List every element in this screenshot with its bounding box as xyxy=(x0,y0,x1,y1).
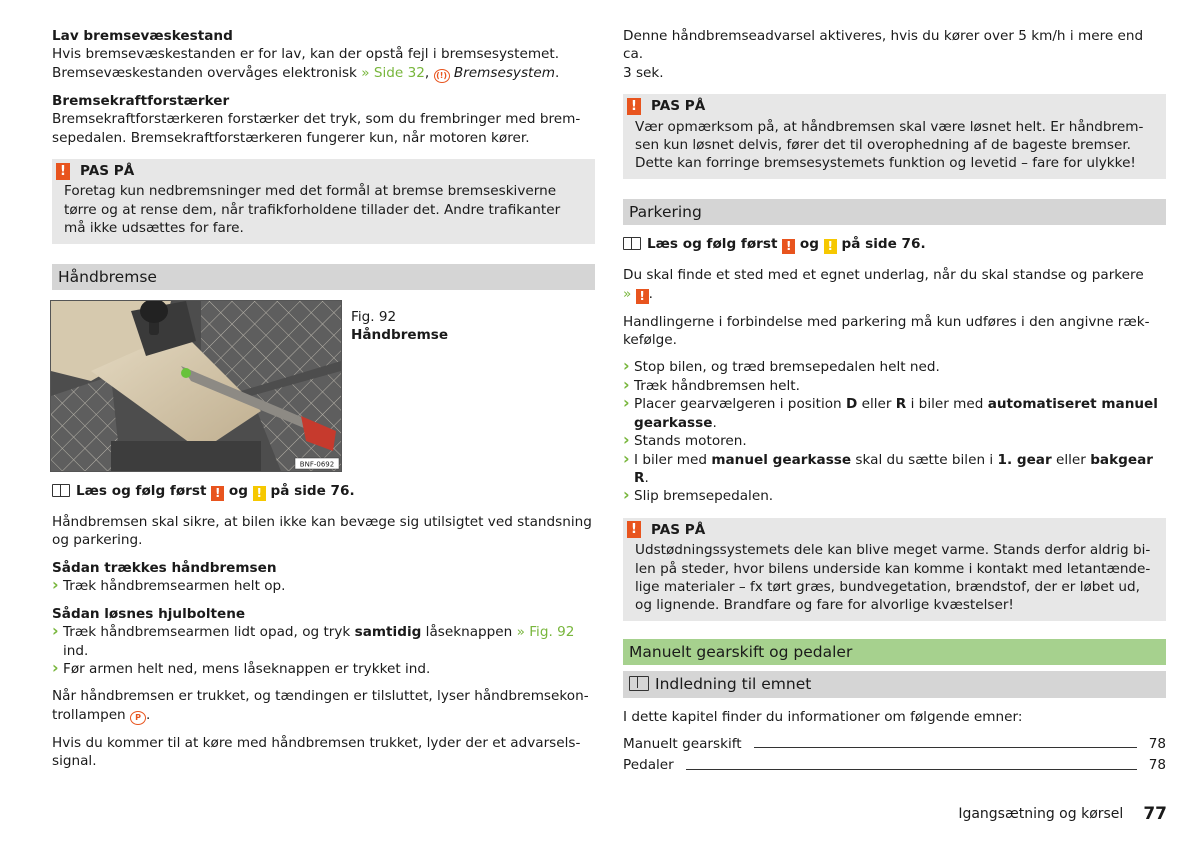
footer-section: Igangsætning og kørsel xyxy=(958,806,1124,822)
brake-fluid-text-1: Hvis bremsevæskestanden er for lav, kan der opstå fejl i bremsesystemet. xyxy=(52,46,560,63)
warning-title: PAS PÅ xyxy=(651,521,706,538)
list-item: › Placer gearvælgeren i position D eller R i biler med automatiseret manuel gearkasse. xyxy=(623,395,1166,432)
section-header-parking: Parkering xyxy=(623,199,1166,225)
warning-text: Dette kan forringe bremsesystemets funktion og levetid – fare for ulykke! xyxy=(635,155,1136,172)
order-text-2: kefølge. xyxy=(623,332,677,349)
exclamation-warning-icon: ! xyxy=(636,289,649,304)
warning-box-2 xyxy=(623,94,1166,179)
toc-label: Manuelt gearskift xyxy=(623,735,742,752)
intro-text: I dette kapitel finder du informationer om følgende emner: xyxy=(623,708,1023,725)
warning-text: og lignende. Brandfare og fare for alvorlige kvæstelser! xyxy=(635,597,1014,614)
figure-title: Håndbremse xyxy=(351,327,449,344)
read-first-note: Læs og følg først ! og ! på side 76. xyxy=(52,482,595,501)
lamp-text-2: trollampen P . xyxy=(52,706,151,723)
warning-title: PAS PÅ xyxy=(80,163,135,180)
figure-92 xyxy=(50,300,595,472)
warning-text: tørre og at rense dem, når trafikforholdene tillader det. Andre trafikanter xyxy=(64,201,561,218)
read-first-note: Læs og følg først ! og ! på side 76. xyxy=(623,235,1166,254)
booster-heading: Bremsekraftforstærker xyxy=(52,92,230,109)
warning-text: Udstødningssystemets dele kan blive meget varme. Stands derfor aldrig bi- xyxy=(635,542,1151,559)
figure-code: BNF-0692 xyxy=(299,460,335,469)
exclamation-warning-icon: ! xyxy=(56,163,70,180)
order-text-1: Handlingerne i forbindelse med parkering må kun udføres i den angivne ræk- xyxy=(623,313,1150,330)
warning-link[interactable]: » xyxy=(623,285,636,302)
warning-text: lige materialer – fx tørt græs, bundvegetation, brændstof, der er løbet ud, xyxy=(635,578,1140,595)
handbrake-photo xyxy=(50,300,342,472)
list-item: › Slip bremsepedalen. xyxy=(623,487,1166,505)
section-header-gearshift: Manuelt gearskift og pedaler xyxy=(623,639,1166,665)
signal-text-1: Hvis du kommer til at køre med håndbremsen trukket, lyder der et advarsels- xyxy=(52,734,581,751)
toc-label: Pedaler xyxy=(623,757,674,774)
page-32-link[interactable]: » Side 32 xyxy=(361,64,425,81)
left-column xyxy=(52,27,595,771)
list-item: › Før armen helt ned, mens låseknappen er trykket ind. xyxy=(52,660,595,678)
handbrake-illustration xyxy=(51,301,341,471)
warning-activation-text-1: Denne håndbremseadvarsel aktiveres, hvis du kører over 5 km/h i mere end ca. xyxy=(623,28,1144,63)
signal-text-2: signal. xyxy=(52,753,97,770)
handbrake-text-1: Håndbremsen skal sikre, at bilen ikke kan bevæge sig utilsigtet ved standsning xyxy=(52,514,592,531)
exclamation-warning-icon: ! xyxy=(211,486,224,501)
warning-title: PAS PÅ xyxy=(651,98,706,115)
list-item: › Træk håndbremsen helt. xyxy=(623,377,1166,395)
toc-leader xyxy=(754,747,1137,748)
exclamation-caution-icon: ! xyxy=(253,486,266,501)
list-item: › Stands motoren. xyxy=(623,432,1166,450)
pull-heading: Sådan trækkes håndbremsen xyxy=(52,559,277,576)
warning-text: len på steder, hvor bilens underside kan komme i kontakt med letantænde- xyxy=(635,560,1151,577)
booster-text-1: Bremsekraftforstærkeren forstærker det tryk, som du frembringer med brem- xyxy=(52,111,581,128)
figure-number: Fig. 92 xyxy=(351,309,397,326)
toc-page: 78 xyxy=(1148,735,1166,752)
page-number: 77 xyxy=(1143,804,1167,824)
exclamation-warning-icon: ! xyxy=(627,98,641,115)
warning-box-1 xyxy=(52,159,595,244)
toc-page: 78 xyxy=(1148,757,1166,774)
lamp-text-1: Når håndbremsen er trukket, og tændingen er tilsluttet, lyser håndbremsekon- xyxy=(52,688,589,705)
brake-fluid-heading: Lav bremsevæskestand xyxy=(52,28,233,44)
section-header-intro: Indledning til emnet xyxy=(623,671,1166,697)
exclamation-warning-icon: ! xyxy=(782,239,795,254)
toc-item-gearshift[interactable] xyxy=(623,735,1166,753)
book-icon xyxy=(629,676,649,691)
parking-text-1: Du skal finde et sted med et egnet underlag, når du skal standse og parkere xyxy=(623,267,1144,284)
list-item: › Træk håndbremsearmen helt op. xyxy=(52,577,595,595)
list-item: › I biler med manuel gearkasse skal du sætte bilen i 1. gear eller bakgear R. xyxy=(623,451,1166,488)
figure-caption xyxy=(351,308,448,472)
warning-activation-text-2: 3 sek. xyxy=(623,64,664,81)
section-header-handbrake: Håndbremse xyxy=(52,264,595,290)
warning-text: må ikke udsættes for fare. xyxy=(64,220,244,237)
exclamation-caution-icon: ! xyxy=(824,239,837,254)
page-footer xyxy=(958,805,1167,823)
warning-text: Foretag kun nedbremsninger med det formål at bremse bremseskiverne xyxy=(64,183,557,200)
list-item: › Træk håndbremsearmen lidt opad, og tryk samtidig låseknappen » Fig. 92 ind. xyxy=(52,623,595,660)
fig-92-link[interactable]: » Fig. 92 xyxy=(516,624,575,641)
brake-fluid-text-2: Bremsevæskestanden overvåges elektronisk » Side 32, (!) Bremsesystem. xyxy=(52,64,560,81)
warning-text: sen kun løsnet delvis, fører det til overophedning af de bageste bremser. xyxy=(635,137,1131,154)
book-icon xyxy=(52,484,70,497)
parking-brake-lamp-icon: P xyxy=(130,711,146,725)
list-item: › Stop bilen, og træd bremsepedalen helt ned. xyxy=(623,358,1166,376)
toc-item-pedals[interactable] xyxy=(623,756,1166,774)
warning-box-3 xyxy=(623,518,1166,621)
book-icon xyxy=(623,237,641,250)
booster-text-2: sepedalen. Bremsekraftforstærkeren fungerer kun, når motoren kører. xyxy=(52,129,530,146)
exclamation-warning-icon: ! xyxy=(627,521,641,538)
handbrake-text-2: og parkering. xyxy=(52,532,143,549)
brake-warning-lamp-icon: (!) xyxy=(434,69,450,83)
release-heading: Sådan løsnes hjulboltene xyxy=(52,605,246,622)
parking-text-2: » ! . xyxy=(623,285,653,303)
warning-text: Vær opmærksom på, at håndbremsen skal være løsnet helt. Er håndbrem- xyxy=(635,118,1144,135)
right-column xyxy=(623,27,1166,775)
toc-leader xyxy=(686,769,1137,770)
